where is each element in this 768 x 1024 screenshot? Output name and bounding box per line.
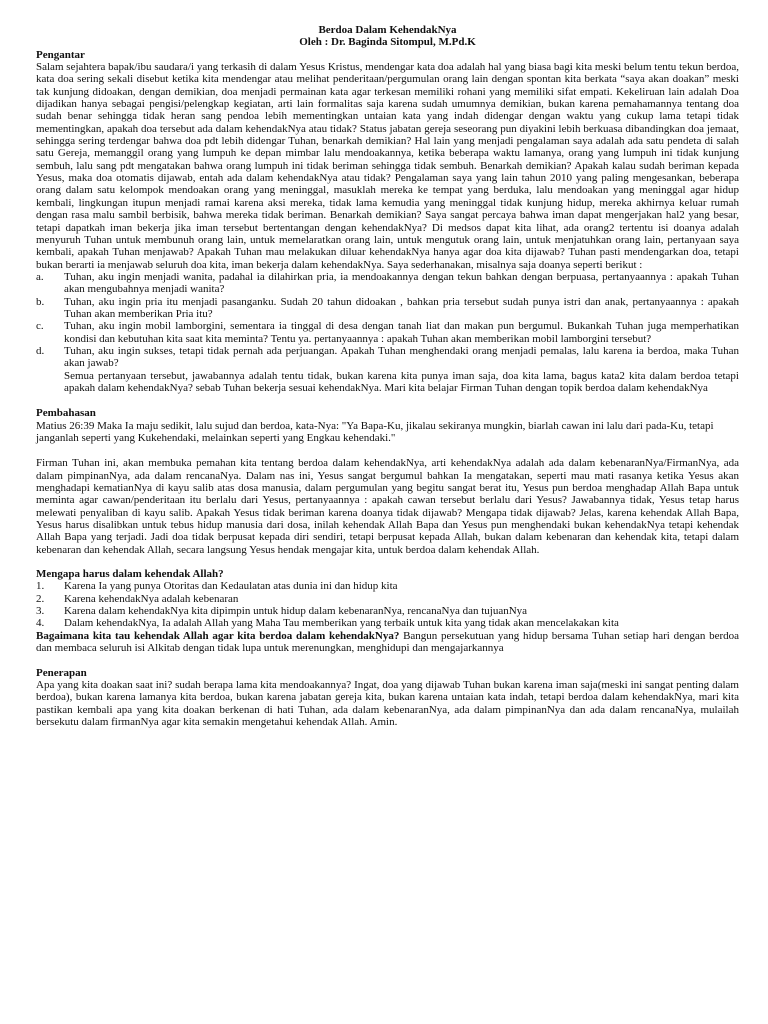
list-item: 4. Dalam kehendakNya, Ia adalah Allah yang Maha Tau memberikan yang terbaik untuk kita yang tidak akan mencelakakan kita: [36, 617, 619, 630]
list-item: d. Tuhan, aku ingin sukses, tetapi tidak pernah ada perjuangan. Apakah Tuhan menghendaki orang menjadi pemalas, lalu karena ia berdoa, maka Tuhan akan jawab?: [36, 344, 739, 370]
prayer-examples-list: [36, 271, 739, 370]
list-item: b. Tuhan, aku ingin pria itu menjadi pasanganku. Sudah 20 tahun didoakan , bahkan pria tersebut sudah punya istri dan anak, pertanyaannya : apakah Tuhan akan memberikan Pria itu?: [36, 295, 739, 320]
answer-text: Bangun persekutuan yang hidup bersama Tuhan setiap hari dengan berdoa dan membaca seluruh isi Alkitab dengan tidak lupa untuk merenungkan, menghidupi dan mengajarkannya: [36, 629, 739, 655]
penerapan-paragraph: Apa yang kita doakan saat ini? sudah berapa lama kita mendoakannya? Ingat, doa yang dijawab Tuhan bukan karena iman saja(meski ini sangat penting dalam berdoa), bukan karena lamanya kita berdoa, bukan karena jabatan gereja kita, bukan karena untaian kata indah, tetapi berdoa dalam kehendakNya, mari kita pastikan kembali apa yang kita doakan berkenan di hati Tuhan, ada dalam kebenaranNya, ada dalam pimpinanNya dan ada dalam rencanaNya, mulailah bersekutu dalam firmanNya agar kita semakin mengetahui kehendak Allah. Amin.: [36, 678, 739, 728]
list-item: 1. Karena Ia yang punya Otoritas dan Kedaulatan atas dunia ini dan hidup kita: [36, 580, 398, 593]
bible-verse: Matius 26:39 Maka Ia maju sedikit, lalu sujud dan berdoa, kata-Nya: "Ya Bapa-Ku, jikalau sekiranya mungkin, biarlah cawan ini lalu dari pada-Ku, tetapi janganlah seperti yang Kukehendaki, melainkan seperti yang Engkau kehendaki.": [36, 419, 714, 444]
section-heading-penerapan: Penerapan: [36, 666, 87, 679]
question-paragraph: [36, 630, 739, 655]
section-heading-mengapa: Mengapa harus dalam kehendak Allah?: [36, 568, 224, 581]
question-text: Bagaimana kita tau kehendak Allah agar kita berdoa dalam kehendakNya?: [36, 629, 400, 642]
list-item: a. Tuhan, aku ingin menjadi wanita, padahal ia dilahirkan pria, ia mendoakannya dengan tekun bahkan dengan berpuasa, pertanyaannya : apakah Tuhan akan mengubahnya menjadi wanita?: [36, 270, 739, 296]
list-item: 3. Karena dalam kehendakNya kita dipimpin untuk hidup dalam kebenaranNya, rencanaNya dan tujuanNya: [36, 605, 528, 618]
section-heading-pengantar: Pengantar: [36, 48, 85, 61]
list-item: c. Tuhan, aku ingin mobil lamborgini, sementara ia tinggal di desa dengan tanah liat dan makan pun bergumul. Bukankah Tuhan juga memperhatikan kondisi dan kebutuhan kita saat kita meminta? Tentu ya. pertanyaannya : apakah Tuhan akan memberikan mobil lamborgini tersebut?: [36, 320, 739, 345]
document-title: Berdoa Dalam KehendakNya: [318, 24, 457, 36]
list-item: 2. Karena kehendakNya adalah kebenaran: [36, 592, 239, 605]
section-heading-pembahasan: Pembahasan: [36, 407, 96, 420]
reasons-list: [36, 580, 739, 629]
document-author: Oleh : Dr. Baginda Sitompul, M.Pd.K: [299, 36, 476, 49]
pengantar-paragraph: Salam sejahtera bapak/ibu saudara/i yang terkasih di dalam Yesus Kristus, mendengar kata doa adalah hal yang biasa bagi kita meski belum tentu tekun berdoa, kata doa sering sekali disebut ketika kita mendengar atau melihat penderitaan/pergumulan orang lain dengan spontan kita berkata “saya akan doakan” meski tak kunjung didoakan, dengan demikian, doa menjadi permainan kata agar terkesan memiliki rohani yang memiliki sifat empati. Kekeliruan lain adalah Doa dijadikan hanya sebagai pengisi/pelengkap kegiatan, arti lain formalitas saja karena sudah umumnya demikian, bukan karena pemahamannya tentang doa sudah benar sehingga tidak heran sang pendoa lebih mementingkan untaian kata yang indah didengar dengan waktu yang cukup lama tetapi tidak mementingkan, apakah doa tersebut ada dalam kehendakNya atau tidak? Status jabatan gereja seseorang pun diyakini lebih berkuasa dibandingkan doa jemaat, sehingga sering terdengar bahwa doa pdt lebih didengar Tuhan, benarkah demikian? Hal lain yang menjadi pengalaman saya adalah ada satu pendeta di salah satu Gereja, memanggil orang yang lumpuh ke depan mimbar lalu mendoakannya, ketika beberapa waktu lamanya, orang yang lumpuh ini tidak kunjung sembuh, lalu sang pdt mengatakan bahwa orang lumpuh ini tidak beriman sehingga tidak sembuh. Benarkah demikian? Apakah kalau sudah beriman kepada Yesus, maka doa otomatis dijawab, entah ada dalam kehendakNya atau tidak? Pengalaman saya yang lain tahun 2010 yang paling mengesankan, beberapa orang dalam satu kelompok mendoakan orang yang meninggal, masuklah mereka ke tempat yang berduka, lalu mendoakan yang meninggal agar hidup kembali, lingkungan itupun menjadi ramai karena aksi mereka, tidak lama kemudia yang meninggal tidak kunjung hidup, mereka akhirnya keluar rumah dengan rasa malu sambil berbisik, bahwa mereka tidak beriman. Benarkah demikian? Saya sangat percaya bahwa iman dapat mengerjakan hal2 yang besar, tetapi dapatkah iman bekerja jika iman tersebut bertentangan dengan kehendakNya? Di medsos dapat kita lihat, ada orang2 tertentu isi doanya adalah menyuruh Tuhan untuk membunuh orang lain, untuk memelaratkan orang lain, untuk mengutuk orang lain, untuk menjatuhkan orang lain, pertanyaan saya kembali, apakah Tuhan menjawab? Apakah Tuhan mau melakukan diluar kehendakNya hanya agar doa kita dijawab? Tuhan pasti mendengarkan doa, tetapi bukan berarti ia menjawab seluruh doa kita, iman bekerja dalam kehendakNya. Saya sederhanakan, misalnya saja doanya seperti berikut :: [36, 61, 739, 271]
pengantar-closing-paragraph: Semua pertanyaan tersebut, jawabannya adalah tentu tidak, bukan karena kita punya iman saja, doa kita lama, bagus kata2 kita dalam berdoa tetapi apakah dalam kehendakNya? sebab Tuhan bekerja sesuai kehendakNya. Mari kita belajar Firman Tuhan dengan topik berdoa dalam kehendakNya: [64, 369, 739, 394]
pembahasan-paragraph: Firman Tuhan ini, akan membuka pemahan kita tentang berdoa dalam kehendakNya, arti kehendakNya adalah ada dalam kebenaranNya/FirmanNya, ada dalam pimpinanNya, ada dalam rencanaNya. Dalam nas ini, Yesus sangat bergumul bahkan Ia mengatakan, seperti mau mati rasanya ketika Yesus akan menghadapi kematianNya di kayu salib atas dosa manusia, dalam pergumulan yang begitu sangat berat itu, Yesus pun berdoa menghadap Allah Bapa untuk meminta agar cawan/penderitaan itu berlalu dari Yesus, pertanyaannya : apakah cawan tersebut berlalu dari Yesus? Jawabannya tidak, Yesus tetap harus melewati penyaliban di kayu salib. Apakah Yesus tidak beriman karena doanya tidak dijawab? Mengapa tidak dijawab? Jelas, karena kehendak Allah Bapa, Yesus harus disalibkan untuk tebus hidup manusia dari dosa, inilah kehendak Allah Bapa dan Yesus pun menghendaki bukan kehendakNya tetapi kehendak Allah Bapa yang terjadi. Jadi doa tidak berpusat kepada diri sendiri, tetapi berpusat kepada Allah, bukan dalam kebenaran dan kehendak kita, tetapi dalam kebenaran dan kehendak Allah, secara langsung Yesus hendak mengajar kita, untuk berdoa dalam kehendak Allah.: [36, 457, 739, 556]
